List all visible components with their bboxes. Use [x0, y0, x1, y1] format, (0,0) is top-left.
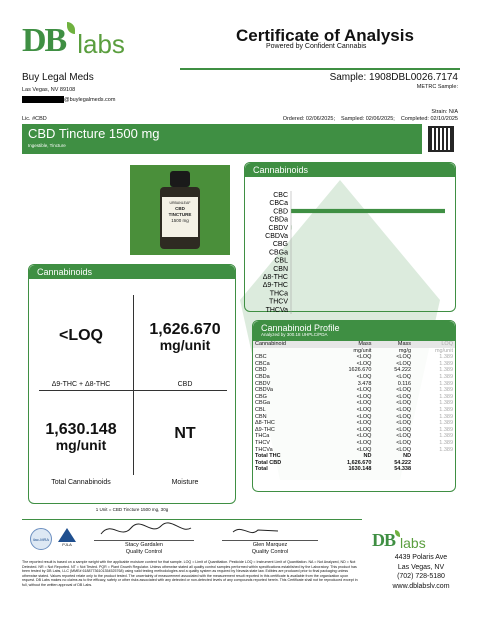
client-email-suffix: @buylegalmeds.com — [64, 96, 116, 103]
signature-2 — [228, 522, 288, 540]
table-cell: <LOQ — [356, 413, 372, 420]
table-row — [253, 367, 455, 374]
table-cell: <LOQ — [396, 426, 412, 433]
table-cell: <LOQ — [396, 393, 412, 400]
client-name: Buy Legal Meds — [22, 72, 94, 83]
table-cell: Total CBD — [255, 459, 282, 466]
table-row — [253, 466, 455, 473]
signature-1 — [96, 520, 196, 540]
profile-table — [253, 341, 455, 473]
table-cell: 1.389 — [439, 439, 453, 446]
table-cell: <LOQ — [396, 354, 412, 361]
product-banner — [22, 124, 422, 154]
sample-id: Sample: 1908DBL0026.7174 — [329, 72, 458, 83]
table-cell: 54.222 — [394, 459, 412, 466]
table-cell: 1630.148 — [348, 466, 372, 473]
header-rule — [180, 68, 460, 70]
table-cell: <LOQ — [356, 420, 372, 427]
address-block — [376, 553, 466, 591]
phone: (702) 728-5180 — [397, 573, 445, 580]
tick-label: THCa — [269, 290, 288, 298]
table-cell: 1.389 — [439, 367, 453, 374]
table-cell: ND — [363, 453, 372, 460]
table-row — [253, 341, 455, 348]
badge2-text: PJLA — [62, 542, 72, 547]
table-cell — [413, 453, 455, 460]
table-cell: Total — [255, 466, 268, 473]
table-row — [253, 447, 455, 454]
leaf-icon — [67, 22, 75, 34]
badge1-text: ilac-MRA — [32, 537, 50, 542]
table-row — [253, 354, 455, 361]
tick-label: CBC — [273, 192, 288, 199]
disclaimer: The reported result is based on a sample weight with the applicable moisture content for that sample. LOQ = Limit of Quantitation. Pesticide LOQ = Instrument Limit of Quantitation. NA = Not Analyzed, ND = Not Detected. NR = Not Reported. NT = Not Tested. PQR = Plant Growth Regulator. Unless otherwise stated all quality control samples performed within specifications established by the Laboratory. This product has been tested by DB Labs, LLC (MME# 61887736101354525768) using valid testing methodologies and a quality system as required by Nevada state law. Edibles are produced prior to final packaging unless otherwise stated. Values reported relate only to the product tested. The uncertainty of measurement associated with the measurement result reported in this certificate is available from the organization upon request. DB Labs makes no claims as to the efficacy, safety or other risks associated with any detected or non-detected levels of any compounds reported herein. This Certificate shall not be reproduced except in full, without the written approval of DB Labs. — [22, 560, 358, 587]
table-cell: <LOQ — [356, 373, 372, 380]
table-cell: CBDV — [255, 380, 271, 387]
completed-date: Completed: 02/10/2025 — [400, 116, 458, 122]
tick-label: Δ8-THC — [262, 274, 288, 281]
cannabinoid-chart — [245, 179, 455, 314]
table-cell: <LOQ — [396, 360, 412, 367]
table-row — [253, 407, 455, 414]
bottle-cap — [170, 171, 190, 187]
tick-label: Δ9-THC — [262, 282, 288, 290]
table-cell: Mass — [397, 341, 412, 347]
table-row — [253, 440, 455, 447]
sig1-line — [94, 540, 194, 541]
table-row — [253, 400, 455, 407]
sampled-date: Sampled: 02/06/2025; — [340, 116, 395, 122]
metrc-sample: METRC Sample: — [416, 84, 458, 90]
table-cell: mg/g — [398, 347, 412, 354]
table-cell: 1.389 — [439, 380, 453, 387]
table-cell: <LOQ — [356, 354, 372, 361]
client-email — [22, 96, 115, 103]
table-cell — [413, 460, 455, 467]
table-cell: Mass — [358, 341, 372, 347]
bottle-label — [162, 197, 198, 237]
table-cell — [413, 466, 455, 473]
tick-label: CBL — [274, 257, 288, 265]
table-row — [253, 381, 455, 388]
footer-logo — [372, 530, 426, 551]
table-row — [253, 394, 455, 401]
sig2-name: Glen Marquez — [252, 542, 288, 548]
table-cell: <LOQ — [356, 439, 372, 446]
table-cell: 1.389 — [439, 406, 453, 413]
bottle-line1: CBD — [175, 206, 185, 211]
table-cell: <LOQ — [396, 413, 412, 420]
tick-label: CBCa — [269, 200, 288, 208]
table-cell: ND — [403, 453, 412, 460]
cbd-label: CBD — [177, 381, 193, 388]
total-unit: mg/unit — [55, 437, 107, 453]
table-row — [253, 420, 455, 427]
profile-subtitle: Analyzed by 300.18 UHPLC/PDA — [261, 332, 328, 337]
table-cell: 1.389 — [439, 354, 453, 361]
address-city: Las Vegas, NV — [397, 563, 445, 571]
logo-letters: DB — [22, 22, 66, 59]
table-cell: <LOQ — [396, 433, 412, 440]
profile-heading — [253, 321, 455, 341]
client-license: Lic. #CBD — [22, 116, 47, 122]
table-cell: Total THC — [255, 453, 281, 460]
pjla-triangle — [58, 528, 76, 542]
total-value: 1,630.148 — [45, 421, 117, 438]
table-row — [253, 460, 455, 467]
table-cell: Cannabinoid — [255, 341, 286, 347]
table-cell: 1.389 — [439, 373, 453, 380]
cbd-value: 1,626.670 — [149, 321, 221, 338]
tick-label: THCV — [268, 298, 288, 306]
address: 4439 Polaris Ave — [394, 554, 448, 561]
logo-word: labs — [77, 29, 125, 59]
table-cell: <LOQ — [396, 439, 412, 446]
page-title: Certificate of Analysis — [236, 26, 414, 45]
tick-label: CBG — [272, 241, 288, 249]
table-cell: THCV — [255, 439, 270, 446]
total-label: Total Cannabinoids — [51, 479, 111, 486]
chart-title: Cannabinoids — [245, 163, 455, 177]
table-cell: CBD — [255, 367, 267, 374]
bottle-brand: URBANLEAF — [169, 201, 191, 205]
table-cell: 1.389 — [439, 393, 453, 400]
moisture-value: NT — [174, 425, 196, 442]
table-cell: <LOQ — [356, 406, 372, 413]
table-cell: 1.389 — [439, 433, 453, 440]
qr-code-icon — [428, 126, 454, 152]
table-row — [253, 453, 455, 460]
table-cell: Δ8-THC — [255, 420, 275, 427]
table-cell: 1.389 — [439, 400, 453, 407]
table-cell: <LOQ — [396, 446, 412, 453]
sig2-line — [222, 540, 318, 541]
table-cell: 1.389 — [439, 387, 453, 394]
chart-panel — [244, 162, 456, 312]
thc-value: <LOQ — [58, 327, 103, 344]
table-cell: CBDVa — [255, 387, 273, 394]
logo — [22, 22, 125, 60]
client-city: Las Vegas, NV 89108 — [22, 87, 76, 93]
tick-label: CBGa — [268, 249, 288, 257]
product-subtitle: Ingestible, Tincture — [28, 143, 66, 148]
redaction-bar — [22, 96, 64, 103]
table-cell: mg/unit — [353, 347, 372, 354]
bottle-line2: TINCTURE — [168, 212, 192, 217]
tick-label: THCVa — [265, 306, 288, 314]
tick-label: CBDVa — [265, 233, 288, 240]
table-cell: 1.389 — [439, 413, 453, 420]
table-cell: mg/unit — [434, 347, 453, 354]
table-row — [253, 374, 455, 381]
table-cell: LOQ — [441, 341, 453, 347]
tick-label: CBD — [273, 208, 288, 216]
table-row — [253, 427, 455, 434]
table-cell: <LOQ — [396, 400, 412, 407]
table-cell: 3.478 — [357, 380, 372, 387]
table-cell: THCa — [255, 433, 270, 440]
tick-label: CBDV — [268, 224, 288, 232]
table-cell: CBL — [255, 406, 266, 413]
table-cell: THCVa — [255, 446, 273, 453]
table-cell: <LOQ — [396, 406, 412, 413]
cbd-unit: mg/unit — [159, 337, 211, 353]
summary-heading: Cannabinoids — [29, 265, 235, 279]
table-cell: Δ9-THC — [255, 426, 275, 433]
website[interactable]: www.dblabslv.com — [392, 582, 450, 590]
moisture-label: Moisture — [171, 479, 199, 486]
table-row — [253, 348, 455, 355]
table-cell: 1.389 — [439, 360, 453, 367]
table-cell: CBC — [255, 354, 267, 361]
summary-panel — [28, 264, 236, 504]
sig1-role: Quality Control — [125, 549, 163, 555]
table-cell: <LOQ — [396, 387, 412, 394]
table-cell: 1.389 — [439, 420, 453, 427]
table-cell: 1,626.670 — [346, 459, 372, 466]
footer-logo-letters: DB — [372, 530, 396, 550]
ilac-badge-icon — [30, 528, 52, 550]
table-cell: CBDa — [255, 373, 270, 380]
table-cell: 1.389 — [439, 446, 453, 453]
table-cell: <LOQ — [356, 360, 372, 367]
thc-label: Δ9-THC + Δ8-THC — [51, 381, 111, 388]
table-cell: <LOQ — [396, 420, 412, 427]
table-row — [253, 414, 455, 421]
table-row — [253, 387, 455, 394]
table-cell: <LOQ — [396, 373, 412, 380]
table-cell: CBG — [255, 393, 267, 400]
bar — [291, 209, 445, 213]
table-row — [253, 361, 455, 368]
sig2-role: Quality Control — [251, 549, 289, 555]
table-cell: 1.389 — [439, 426, 453, 433]
table-cell: <LOQ — [356, 433, 372, 440]
table-cell: <LOQ — [356, 400, 372, 407]
table-cell: 54.222 — [394, 367, 412, 374]
table-cell — [253, 348, 319, 355]
tick-label: CBDa — [269, 216, 288, 224]
ordered-date: Ordered: 02/06/2025; — [282, 116, 335, 122]
sig1-name: Stacy Gardalen — [125, 542, 163, 548]
table-cell: CBCa — [255, 360, 270, 367]
profile-panel — [252, 320, 456, 492]
bottle-line3: 1500 mg — [171, 218, 189, 223]
table-cell: <LOQ — [356, 446, 372, 453]
summary-footnote: 1 Unit = CBD Tincture 1500 mg, 30g — [95, 507, 169, 512]
table-cell: 0.116 — [397, 380, 412, 387]
table-cell: CBN — [255, 413, 267, 420]
strain: Strain: N/A — [431, 109, 458, 115]
table-cell: 54.338 — [394, 466, 412, 473]
dates — [283, 116, 458, 122]
product-title: CBD Tincture 1500 mg — [28, 126, 160, 141]
table-cell: 1626.670 — [348, 367, 372, 374]
table-cell: <LOQ — [356, 387, 372, 394]
footer-logo-word: labs — [400, 535, 426, 551]
table-cell: <LOQ — [356, 426, 372, 433]
table-cell: CBGa — [255, 400, 270, 407]
pjla-badge-icon — [58, 528, 76, 550]
profile-title: Cannabinoid Profile — [261, 323, 340, 333]
page-subtitle: Powered by Confident Cannabis — [266, 43, 367, 50]
product-photo — [130, 165, 230, 255]
summary-hline — [39, 390, 227, 391]
tick-label: CBN — [273, 265, 288, 273]
table-cell: <LOQ — [356, 393, 372, 400]
table-row — [253, 433, 455, 440]
